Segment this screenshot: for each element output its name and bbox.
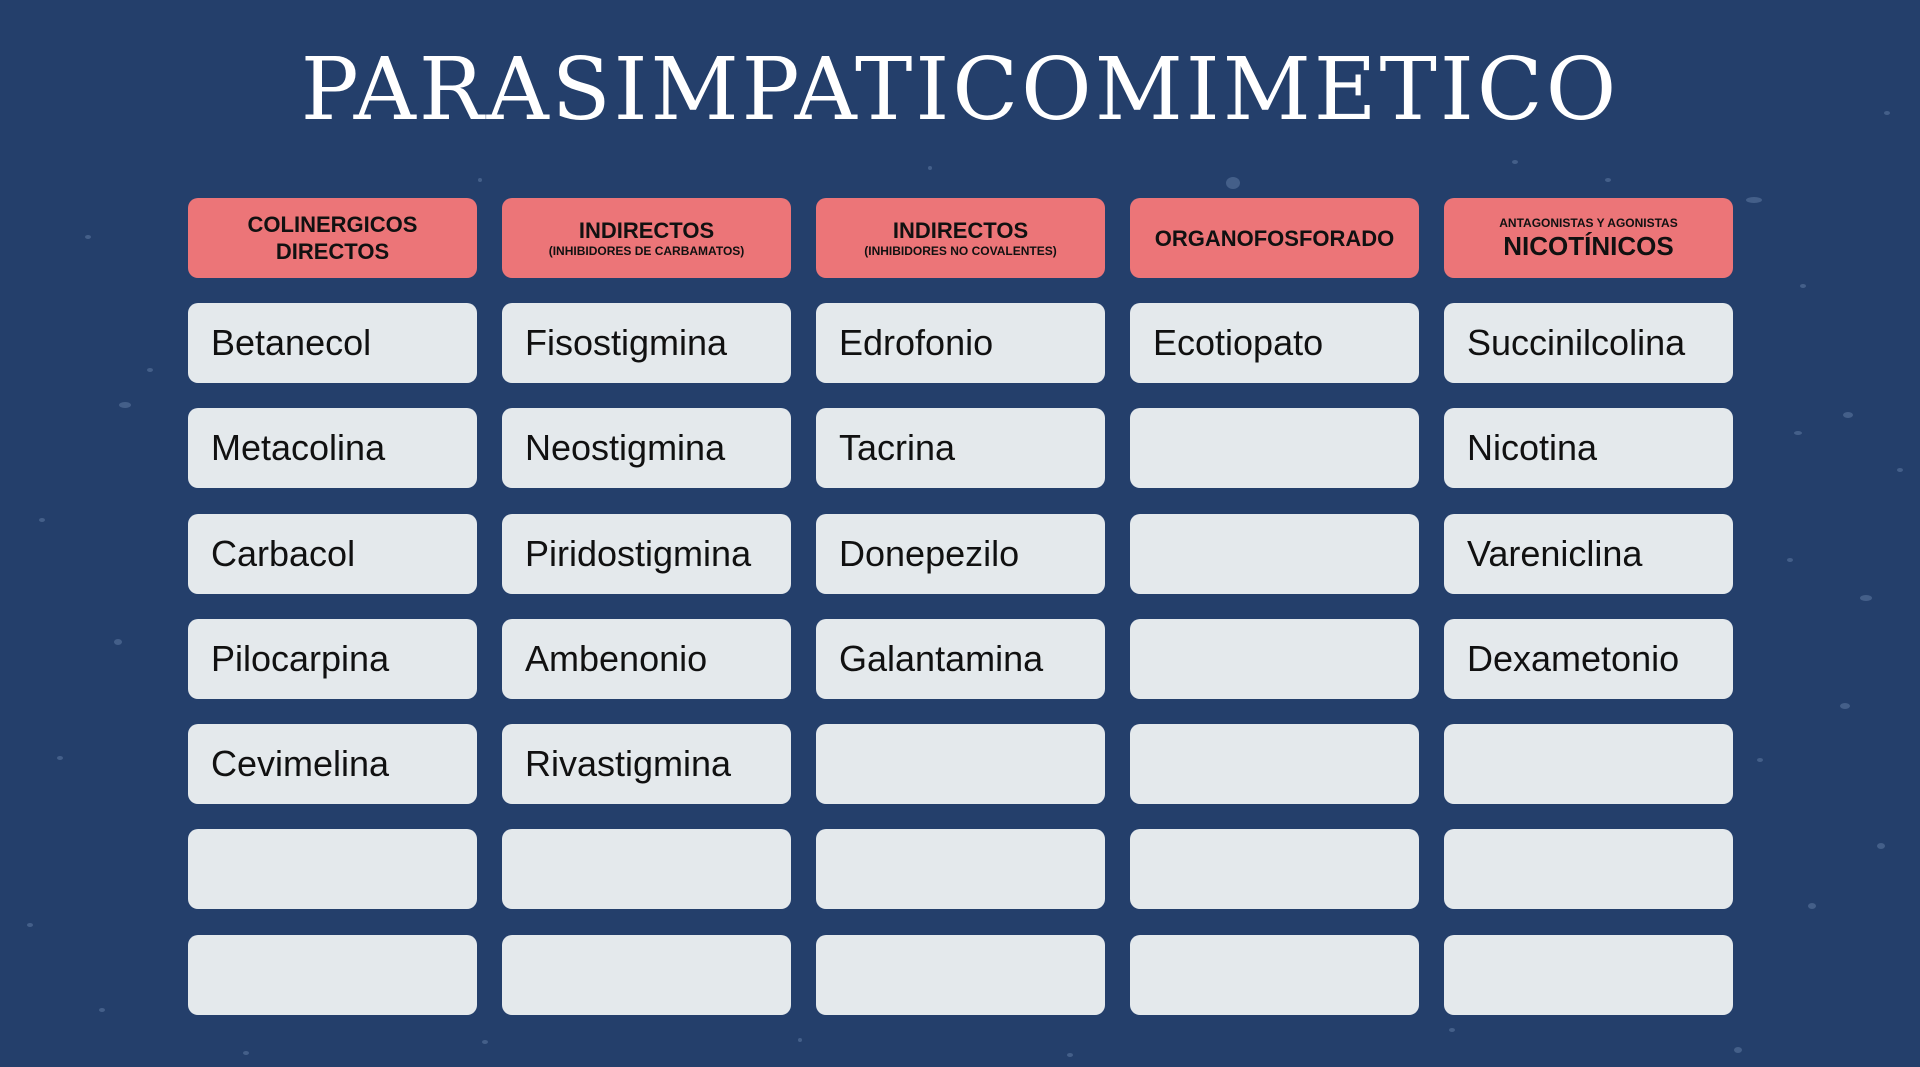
drug-cell[interactable]: Rivastigmina	[502, 724, 791, 804]
empty-cell[interactable]	[816, 829, 1105, 909]
column-header	[502, 198, 791, 278]
column-nicotinicos	[1444, 198, 1733, 1015]
header-title: ORGANOFOSFORADO	[1154, 225, 1395, 251]
drug-cell[interactable]: Ambenonio	[502, 619, 791, 699]
drug-cell[interactable]: Fisostigmina	[502, 303, 791, 383]
drug-cell[interactable]: Tacrina	[816, 408, 1105, 488]
empty-cell[interactable]	[816, 724, 1105, 804]
empty-cell[interactable]	[502, 935, 791, 1015]
empty-cell[interactable]	[1444, 829, 1733, 909]
empty-cell[interactable]	[1130, 724, 1419, 804]
empty-cell[interactable]	[1130, 619, 1419, 699]
header-title: INDIRECTOS	[892, 218, 1029, 243]
drug-cell[interactable]: Succinilcolina	[1444, 303, 1733, 383]
drug-cell[interactable]: Neostigmina	[502, 408, 791, 488]
header-title: NICOTÍNICOS	[1503, 230, 1674, 261]
empty-cell[interactable]	[816, 935, 1105, 1015]
header-title: INDIRECTOS	[578, 218, 715, 243]
empty-cell[interactable]	[1130, 935, 1419, 1015]
drug-cell[interactable]: Vareniclina	[1444, 514, 1733, 594]
drug-cell[interactable]: Galantamina	[816, 619, 1105, 699]
drug-cell[interactable]: Edrofonio	[816, 303, 1105, 383]
drug-cell[interactable]: Betanecol	[188, 303, 477, 383]
drug-cell[interactable]: Piridostigmina	[502, 514, 791, 594]
header-pretitle: ANTAGONISTAS Y AGONISTAS	[1499, 215, 1678, 230]
column-header	[1444, 198, 1733, 278]
column-header	[816, 198, 1105, 278]
drug-cell[interactable]: Nicotina	[1444, 408, 1733, 488]
empty-cell[interactable]	[1130, 408, 1419, 488]
column-colinergicos-directos	[188, 198, 477, 1015]
column-indirectos-carbamatos	[502, 198, 791, 1015]
column-organofosforado	[1130, 198, 1419, 1015]
empty-cell[interactable]	[1444, 935, 1733, 1015]
empty-cell[interactable]	[188, 935, 477, 1015]
drug-cell[interactable]: Dexametonio	[1444, 619, 1733, 699]
page-title: PARASIMPATICOMIMETICO	[300, 40, 1620, 140]
column-header	[188, 198, 477, 278]
header-title: COLINERGICOS DIRECTOS	[247, 212, 418, 264]
column-indirectos-no-covalentes	[816, 198, 1105, 1015]
drug-cell[interactable]: Ecotiopato	[1130, 303, 1419, 383]
drug-cell[interactable]: Donepezilo	[816, 514, 1105, 594]
drug-table	[188, 198, 1733, 1015]
empty-cell[interactable]	[1130, 829, 1419, 909]
empty-cell[interactable]	[1130, 514, 1419, 594]
drug-cell[interactable]: Metacolina	[188, 408, 477, 488]
empty-cell[interactable]	[188, 829, 477, 909]
column-header	[1130, 198, 1419, 278]
empty-cell[interactable]	[1444, 724, 1733, 804]
drug-cell[interactable]: Cevimelina	[188, 724, 477, 804]
header-subtitle: (INHIBIDORES DE CARBAMATOS)	[548, 244, 745, 258]
drug-cell[interactable]: Carbacol	[188, 514, 477, 594]
header-subtitle: (INHIBIDORES NO COVALENTES)	[864, 244, 1057, 258]
drug-cell[interactable]: Pilocarpina	[188, 619, 477, 699]
empty-cell[interactable]	[502, 829, 791, 909]
